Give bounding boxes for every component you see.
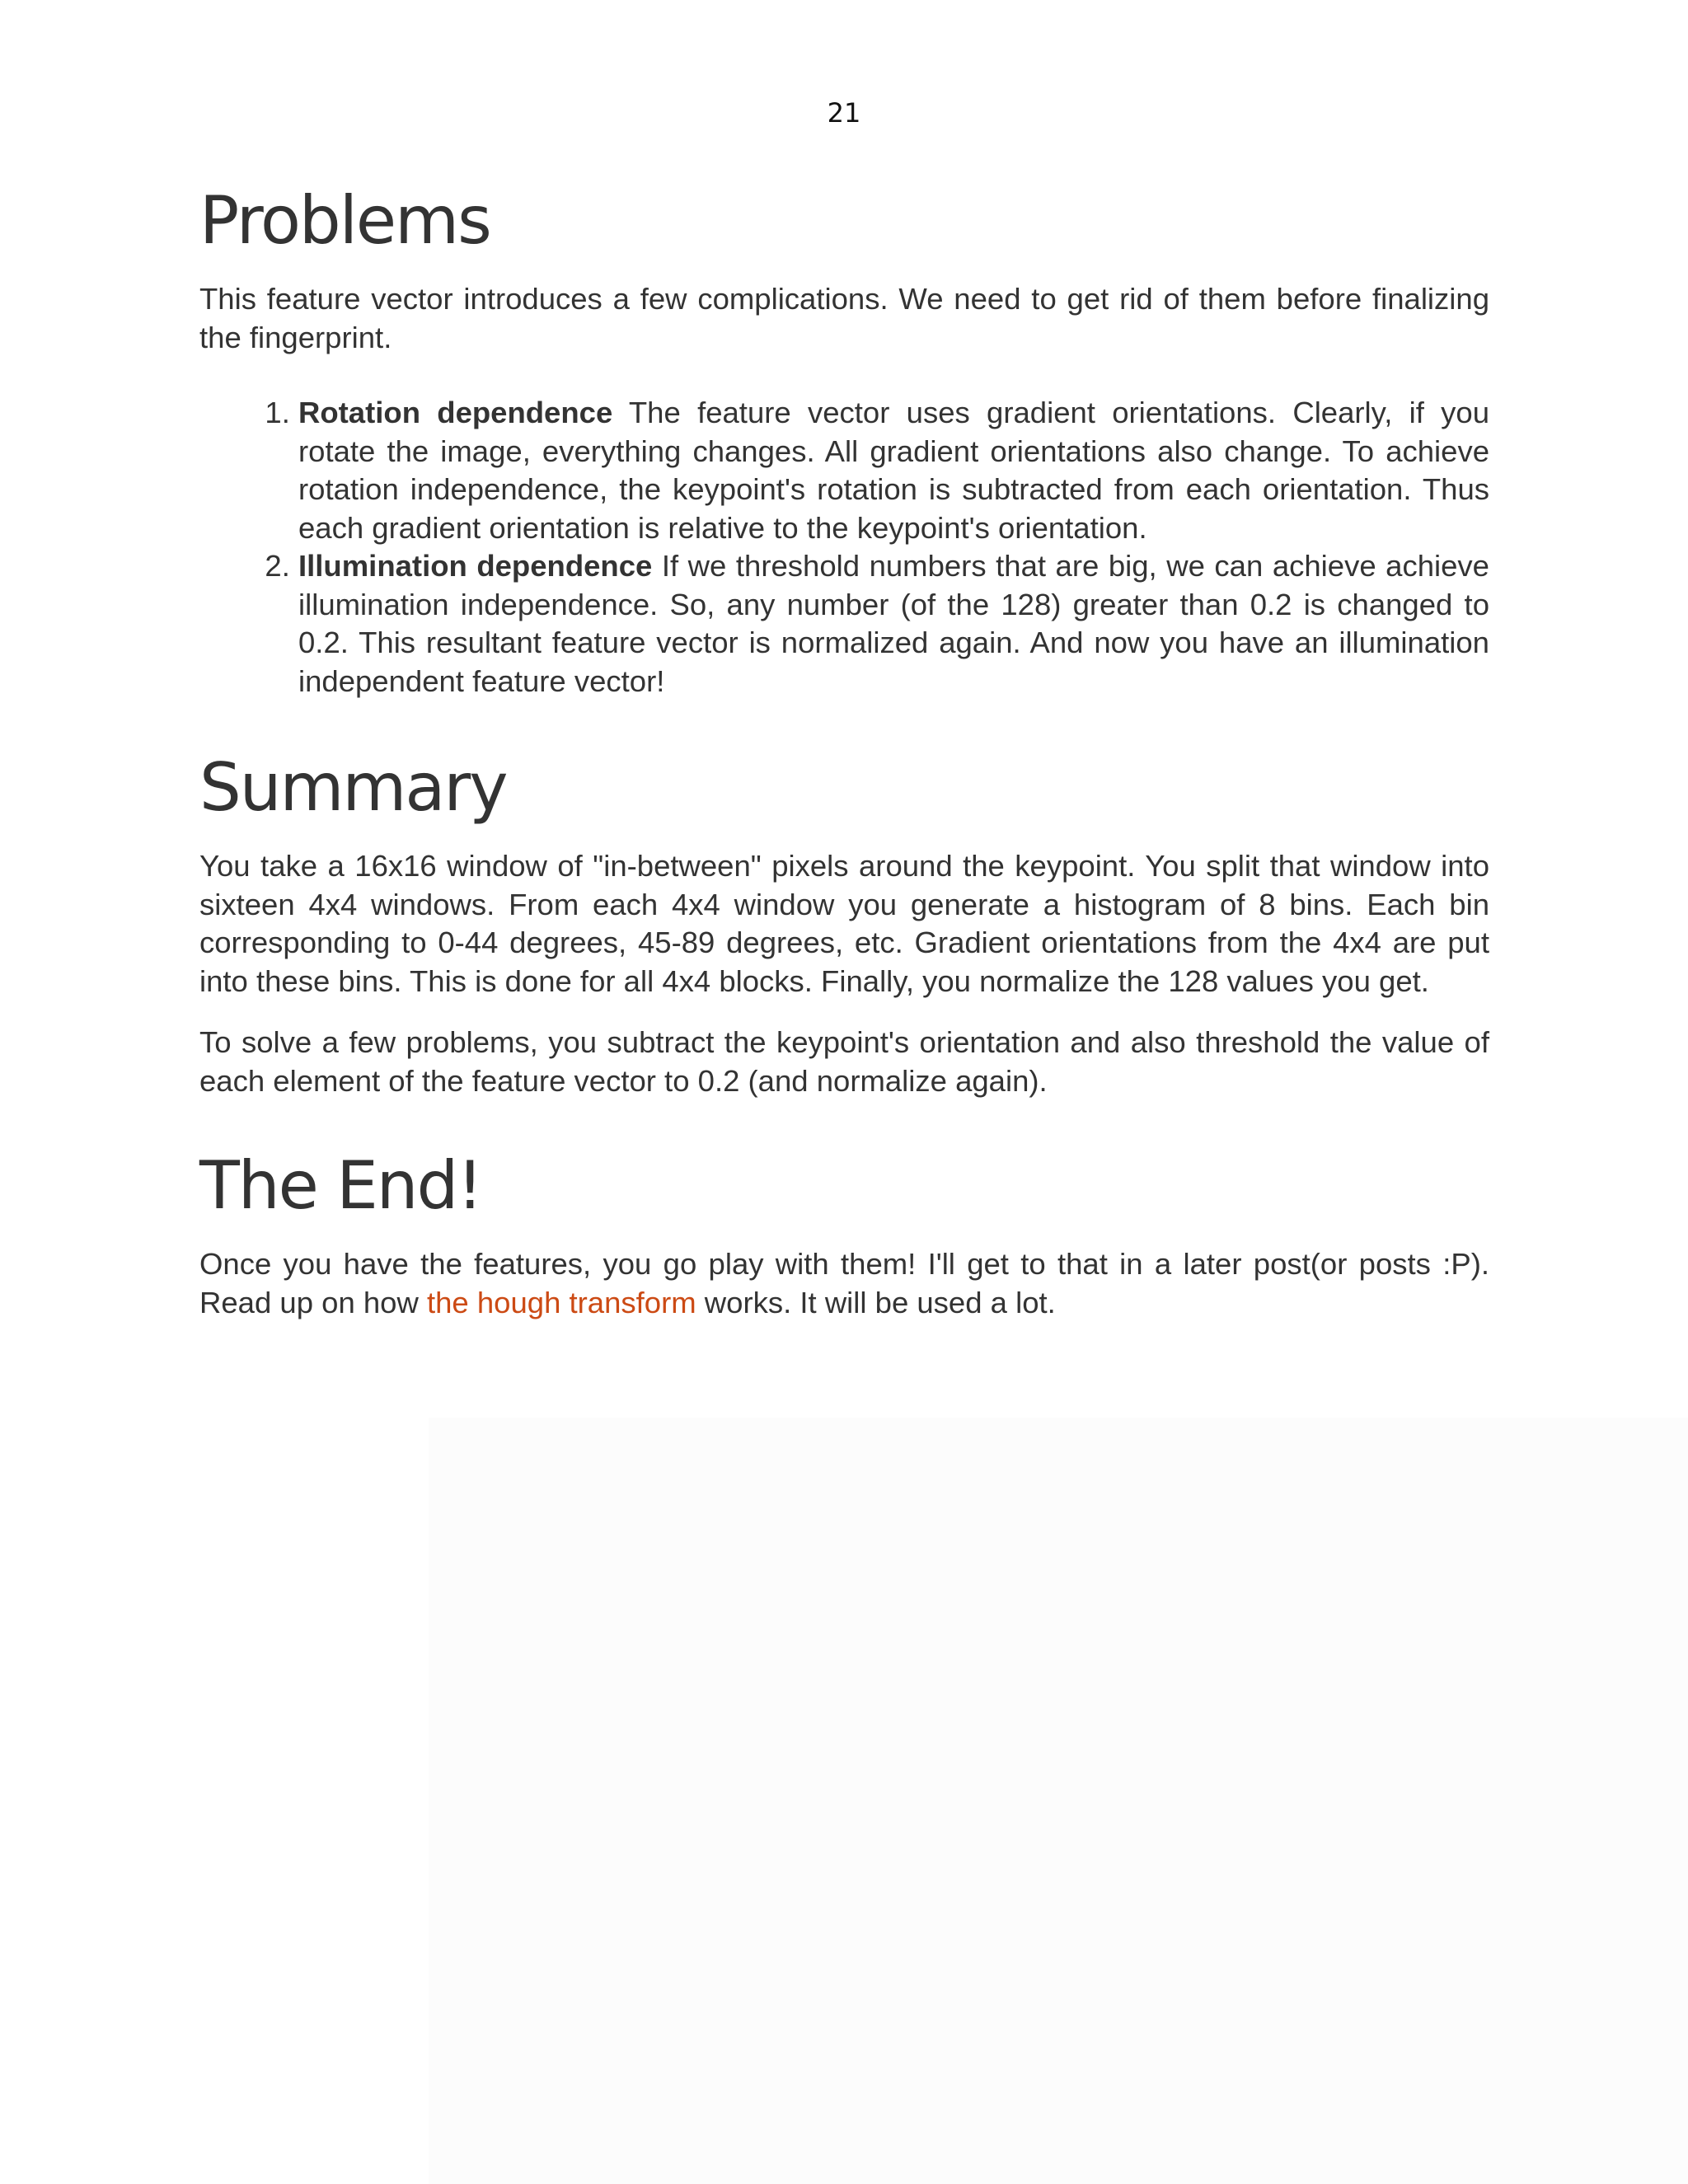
the-end-text-before: Once you have the features, you go play with them! I'll get to that in a later post(or posts :P). Read up on how: [199, 1247, 1489, 1319]
problems-intro: This feature vector introduces a few complications. We need to get rid of them before finalizing the fingerprint.: [199, 282, 1489, 354]
rotation-title: Rotation dependence: [298, 396, 613, 429]
page-content: [199, 175, 1489, 1322]
problems-heading: Problems: [199, 182, 490, 259]
illumination-title: Illumination dependence: [298, 549, 653, 583]
illumination-text: If we threshold numbers that are big, we can achieve achieve illumination independence. So, any number (of the 128) greater than 0.2 is changed to 0.2. This resultant feature vector is normalized again. And now you have an illumination independent feature vector!: [298, 549, 1489, 698]
list-item-rotation: [298, 394, 1489, 547]
the-end-paragraph: [199, 1245, 1489, 1322]
page-number: 21: [827, 97, 861, 129]
the-end-text-after: works. It will be used a lot.: [696, 1285, 1056, 1319]
page-shade: [429, 1418, 1688, 2184]
summary-paragraph-2: To solve a few problems, you subtract the keypoint's orientation and also threshold the value of each element of the feature vector to 0.2 (and normalize again).: [199, 1025, 1489, 1098]
problems-list: [199, 394, 1489, 701]
hough-transform-link[interactable]: the hough transform: [426, 1285, 696, 1319]
rotation-text: The feature vector uses gradient orientations. Clearly, if you rotate the image, everything changes. All gradient orientations also change. To achieve rotation independence, the keypoint's rotation is subtracted from each orientation. Thus each gradient orientation is relative to the keypoint's orientation.: [298, 396, 1489, 545]
summary-heading: Summary: [199, 749, 507, 826]
summary-paragraph-1: You take a 16x16 window of "in-between" pixels around the keypoint. You split that window into sixteen 4x4 windows. From each 4x4 window you generate a histogram of 8 bins. Each bin corresponding to 0-44 degrees, 45-89 degrees, etc. Gradient orientations from the 4x4 are put into these bins. This is done for all 4x4 blocks. Finally, you normalize the 128 values you get.: [199, 849, 1489, 998]
list-item-illumination: [298, 547, 1489, 701]
the-end-heading: The End!: [199, 1147, 482, 1224]
